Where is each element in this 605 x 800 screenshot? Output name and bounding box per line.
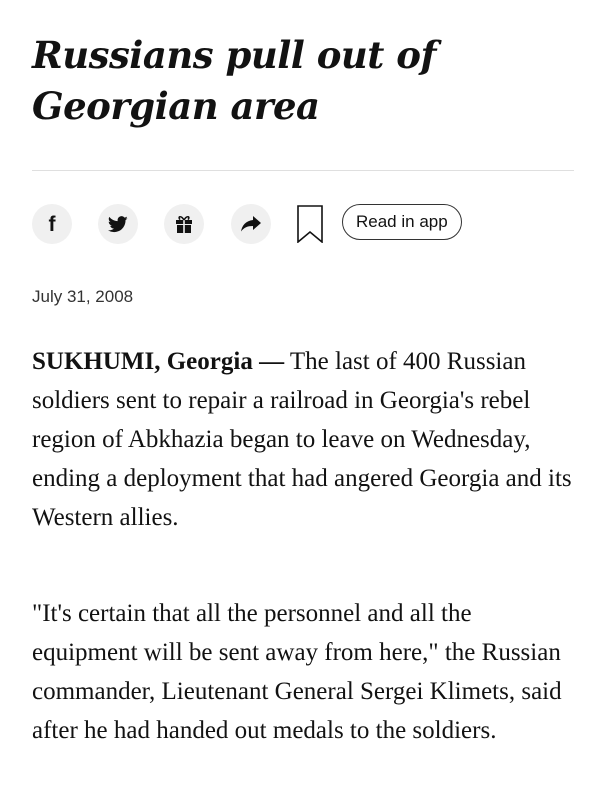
gift-icon — [174, 214, 194, 234]
facebook-share-button[interactable] — [32, 204, 72, 244]
article-date: July 31, 2008 — [32, 287, 134, 306]
share-button[interactable] — [231, 204, 271, 244]
share-toolbar — [32, 202, 577, 246]
article-paragraph-2: "It's certain that all the personnel and all the equipment will be sent away from here," the Russian commander, Lieutenant General Sergei Klimets, said after he had handed out medals to the soldiers. — [32, 600, 562, 744]
gift-article-button[interactable] — [164, 204, 204, 244]
article-headline: Russians pull out of Georgian area — [32, 33, 436, 128]
facebook-icon: f — [48, 212, 56, 236]
paragraph-1-text: The last of 400 Russian soldiers sent to repair a railroad in Georgia's rebel region of Abkhazia began to leave on Wednesday, ending a deployment that had angered Georgia and its Western allies. — [32, 348, 572, 531]
bookmark-icon[interactable] — [297, 205, 323, 243]
article-paragraph-1 — [32, 342, 577, 537]
read-in-app-button[interactable]: Read in app — [342, 204, 462, 240]
headline-divider — [32, 170, 574, 171]
twitter-share-button[interactable] — [98, 204, 138, 244]
share-arrow-icon — [241, 216, 261, 232]
article-dateline: SUKHUMI, Georgia — — [32, 348, 285, 375]
twitter-icon — [108, 216, 128, 233]
